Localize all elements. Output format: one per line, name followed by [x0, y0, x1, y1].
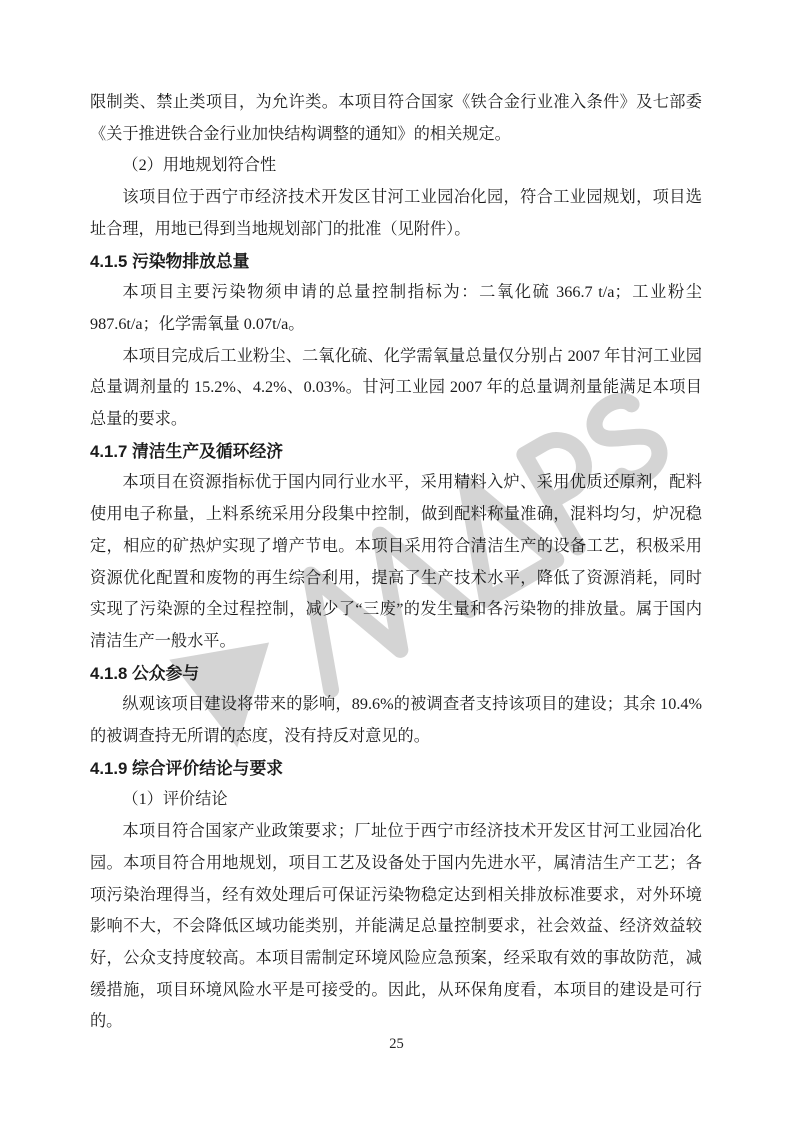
page-number: 25 — [389, 1036, 404, 1052]
paragraph: 纵观该项目建设将带来的影响，89.6%的被调查者支持该项目的建设；其余 10.4%的被调查持无所谓的态度，没有持反对意见的。 — [90, 695, 702, 746]
section-heading: 4.1.9 综合评价结论与要求 — [90, 758, 284, 778]
paragraph: 本项目在资源指标优于国内同行业水平，采用精料入炉、采用优质还原剂，配料使用电子称量，上料系统采用分段集中控制，做到配料称量准确，混料均匀，炉况稳定，相应的矿热炉实现了增产节电。本项目采用符合清洁生产的设备工艺，积极采用资源优化配置和废物的再生综合利用，提高了生产技术水平，降低了资源消耗，同时实现了污染源的全过程控制，减少了“三废”的发生量和各污染物的排放量。属于国内清洁生产一般水平。 — [90, 473, 702, 650]
sub-heading: （1）评价结论 — [122, 790, 228, 809]
section-heading: 4.1.5 污染物排放总量 — [90, 251, 250, 271]
section-heading: 4.1.7 清洁生产及循环经济 — [90, 441, 284, 461]
section-heading: 4.1.8 公众参与 — [90, 663, 200, 683]
paragraph: 本项目完成后工业粉尘、二氧化硫、化学需氧量总量仅分别占 2007 年甘河工业园总量调剂量的 15.2%、4.2%、0.03%。甘河工业园 2007 年的总量调剂量能满足本项目总量的要求。 — [90, 346, 702, 429]
paragraph: 本项目主要污染物须申请的总量控制指标为：二氧化硫 366.7 t/a；工业粉尘 987.6t/a；化学需氧量 0.07t/a。 — [90, 283, 702, 333]
sub-heading: （2）用地规划符合性 — [122, 156, 277, 175]
document-content — [90, 87, 702, 1038]
paragraph: 限制类、禁止类项目，为允许类。本项目符合国家《铁合金行业准入条件》及七部委《关于推进铁合金行业加快结构调整的通知》的相关规定。 — [90, 93, 702, 143]
paragraph: 该项目位于西宁市经济技术开发区甘河工业园冶化园，符合工业园规划，项目选址合理，用地已得到当地规划部门的批准（见附件）。 — [90, 188, 702, 238]
paragraph: 本项目符合国家产业政策要求；厂址位于西宁市经济技术开发区甘河工业园冶化园。本项目符合用地规划，项目工艺及设备处于国内先进水平，属清洁生产工艺；各项污染治理得当，经有效处理后可保证污染物稳定达到相关排放标准要求，对外环境影响不大，不会降低区域功能类别，并能满足总量控制要求，社会效益、经济效益较好，公众支持度较高。本项目需制定环境风险应急预案，经采取有效的事故防范，减缓措施，项目环境风险水平是可接受的。因此，从环保角度看，本项目的建设是可行的。 — [90, 822, 702, 1031]
